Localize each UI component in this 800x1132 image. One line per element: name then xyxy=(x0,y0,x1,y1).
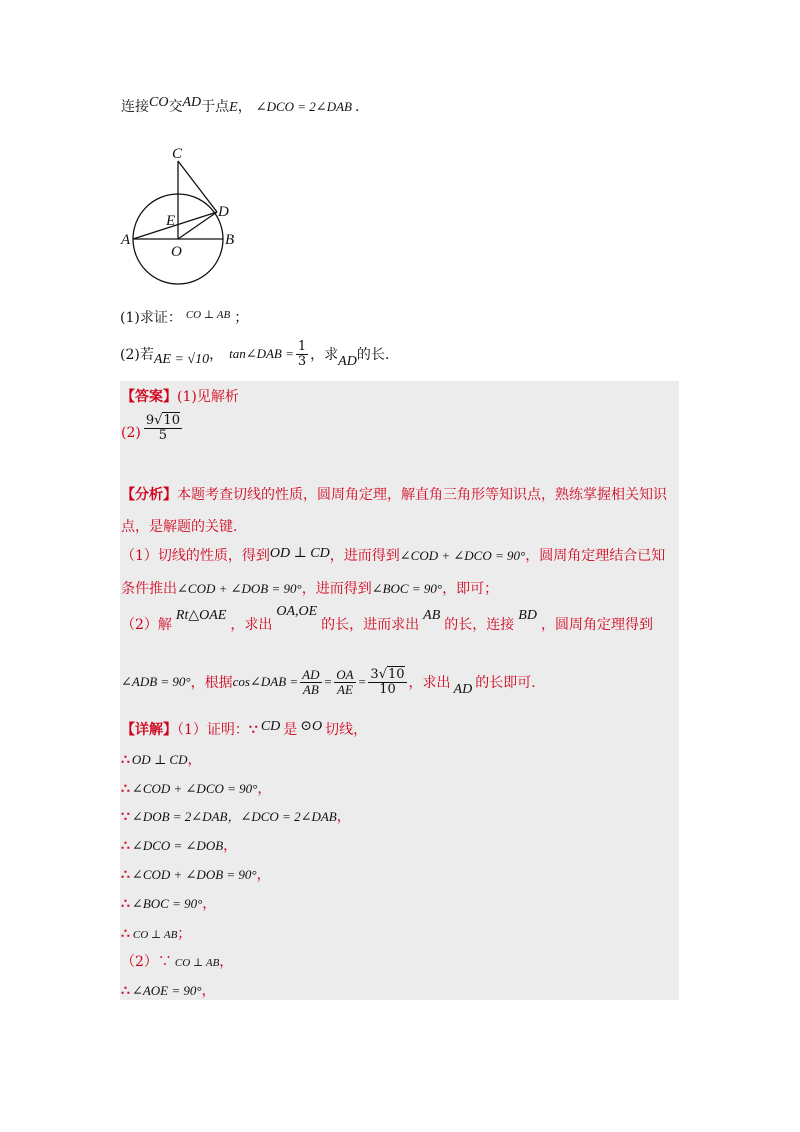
detail-step: ∴ OD ⊥ CD， xyxy=(121,752,202,768)
q2-comma: ， xyxy=(209,347,224,364)
answer-frac-num: 9√10 xyxy=(145,413,180,428)
segment-od xyxy=(178,212,217,239)
detail-tag: 【详解】 xyxy=(121,722,177,738)
intro-mid1: 交 xyxy=(168,99,183,115)
analysis-l5c: ，求出 xyxy=(230,617,273,633)
intro-prefix: 连接 xyxy=(121,99,149,115)
detail-intro-e: ⊙O xyxy=(300,719,323,734)
q2-label: (2)若 xyxy=(120,347,154,364)
analysis-line-3 xyxy=(121,545,665,565)
q1-formula: CO ⊥ AB xyxy=(185,309,231,321)
detail-step: ∴ ∠BOC = 90°， xyxy=(121,896,217,912)
analysis-frac-ad-ab: $\frac{AD}{AB}$ xyxy=(302,667,320,697)
analysis-l4e: ，即可； xyxy=(442,581,499,597)
q2-frac-num: 1 xyxy=(297,339,307,354)
analysis-frac-result: $\frac{3√10}{10}$ xyxy=(370,667,405,697)
intro-ad: AD xyxy=(182,95,202,110)
label-c: C xyxy=(172,146,183,162)
analysis-text-1: 本题考查切线的性质，圆周角定理，解直角三角形等知识点，熟练掌握相关知识 xyxy=(177,487,667,503)
analysis-l6a: ∠ADB = 90° xyxy=(121,674,191,690)
analysis-l5b: Rt△OAE xyxy=(175,608,227,623)
analysis-l4d: ∠BOC = 90° xyxy=(371,581,443,596)
geometry-figure xyxy=(115,140,250,290)
intro-end: . xyxy=(354,99,360,115)
analysis-l6e: AD xyxy=(453,682,473,698)
intro-mid2: 于点 xyxy=(201,99,230,115)
answer-part2-label: (2) xyxy=(121,425,141,442)
analysis-l5i: ，圆周角定理得到 xyxy=(540,617,653,633)
analysis-l6d: ，求出 xyxy=(408,675,451,692)
q2-frac-den: 3 xyxy=(297,353,307,369)
answer-line-1 xyxy=(121,386,239,406)
analysis-l3b: OD ⊥ CD xyxy=(269,546,330,561)
question-2 xyxy=(120,340,389,368)
analysis-l6f: 的长即可. xyxy=(475,675,536,692)
analysis-l3a: （1）切线的性质，得到 xyxy=(121,548,270,564)
detail-step: ∴ ∠COD + ∠DCO = 90°， xyxy=(121,781,272,797)
intro-co: CO xyxy=(149,95,169,110)
analysis-line-4 xyxy=(121,578,498,598)
detail-step: ∵ ∠DOB = 2∠DAB，∠DCO = 2∠DAB， xyxy=(121,809,351,825)
answer-frac-den: 5 xyxy=(158,427,168,443)
analysis-line-6 xyxy=(121,668,536,696)
analysis-l5f: AB xyxy=(423,608,441,623)
analysis-l3d: ∠COD + ∠DCO = 90° xyxy=(399,548,526,563)
q2-ask: ，求 xyxy=(310,347,339,364)
q2-ae: AE = √10 xyxy=(153,352,210,368)
answer-line-2 xyxy=(121,414,184,442)
q2-end: 的长. xyxy=(356,347,390,364)
answer-tag: 【答案】 xyxy=(121,389,177,405)
q2-fraction xyxy=(296,340,308,368)
intro-comma: ， xyxy=(237,99,252,115)
analysis-l5g: 的长，连接 xyxy=(444,617,515,633)
detail-step: ∴ ∠DCO = ∠DOB， xyxy=(121,838,238,854)
label-o: O xyxy=(171,244,182,260)
label-e: E xyxy=(166,213,176,229)
detail-intro-a: （1）证明： xyxy=(177,722,249,738)
q2-ad: AD xyxy=(338,354,357,370)
analysis-text-2: 点，是解题的关键. xyxy=(121,519,238,535)
analysis-l3e: ，圆周角定理结合已知 xyxy=(525,548,666,564)
detail-step: ∴ CO ⊥ AB； xyxy=(121,926,192,942)
analysis-l5a: （2）解 xyxy=(121,617,172,633)
detail-intro-f: 切线， xyxy=(325,722,368,738)
question-1 xyxy=(120,307,248,327)
analysis-l5e: 的长，进而求出 xyxy=(321,617,420,633)
q1-end: ； xyxy=(234,310,249,326)
answer-part1: (1)见解析 xyxy=(177,389,239,405)
segment-cd xyxy=(178,161,217,212)
detail-intro-b: ∵ xyxy=(248,722,258,738)
label-b: B xyxy=(225,232,235,248)
analysis-l5h: BD xyxy=(518,608,537,623)
analysis-l4a: 条件推出 xyxy=(121,581,177,597)
analysis-eq-1: = xyxy=(323,674,333,690)
analysis-frac-oa-ae: $\frac{OA}{AE}$ xyxy=(336,667,354,697)
q2-tan: tan∠DAB = xyxy=(229,346,294,362)
detail-header xyxy=(121,719,367,739)
analysis-tag: 【分析】 xyxy=(121,487,177,503)
analysis-eq-2: = xyxy=(357,674,367,690)
label-a: A xyxy=(121,232,131,248)
intro-formula: ∠DCO = 2∠DAB xyxy=(255,99,352,114)
analysis-line-5 xyxy=(121,604,653,634)
analysis-l3c: ，进而得到 xyxy=(329,548,400,564)
analysis-l4c: ，进而得到 xyxy=(301,581,372,597)
analysis-line-1 xyxy=(121,484,667,504)
detail-step: ∴ ∠COD + ∠DOB = 90°， xyxy=(121,867,271,883)
analysis-l4b: ∠COD + ∠DOB = 90° xyxy=(177,581,302,596)
analysis-l5d: OA,OE xyxy=(276,604,318,619)
intro-line xyxy=(121,96,359,116)
detail-intro-d: 是 xyxy=(283,722,298,738)
detail-intro-c: CD xyxy=(260,719,281,734)
intro-e: E xyxy=(229,100,238,115)
analysis-l6b: ，根据 xyxy=(190,675,233,692)
detail-step: ∴ ∠AOE = 90°， xyxy=(121,983,216,999)
q1-label: (1)求证： xyxy=(120,310,182,326)
analysis-l6c: cos∠DAB = xyxy=(232,674,299,690)
detail-step: （2）∵ CO ⊥ AB， xyxy=(121,954,234,970)
label-d: D xyxy=(218,204,229,220)
answer-part2-fraction xyxy=(144,414,182,442)
analysis-line-2 xyxy=(121,516,237,536)
